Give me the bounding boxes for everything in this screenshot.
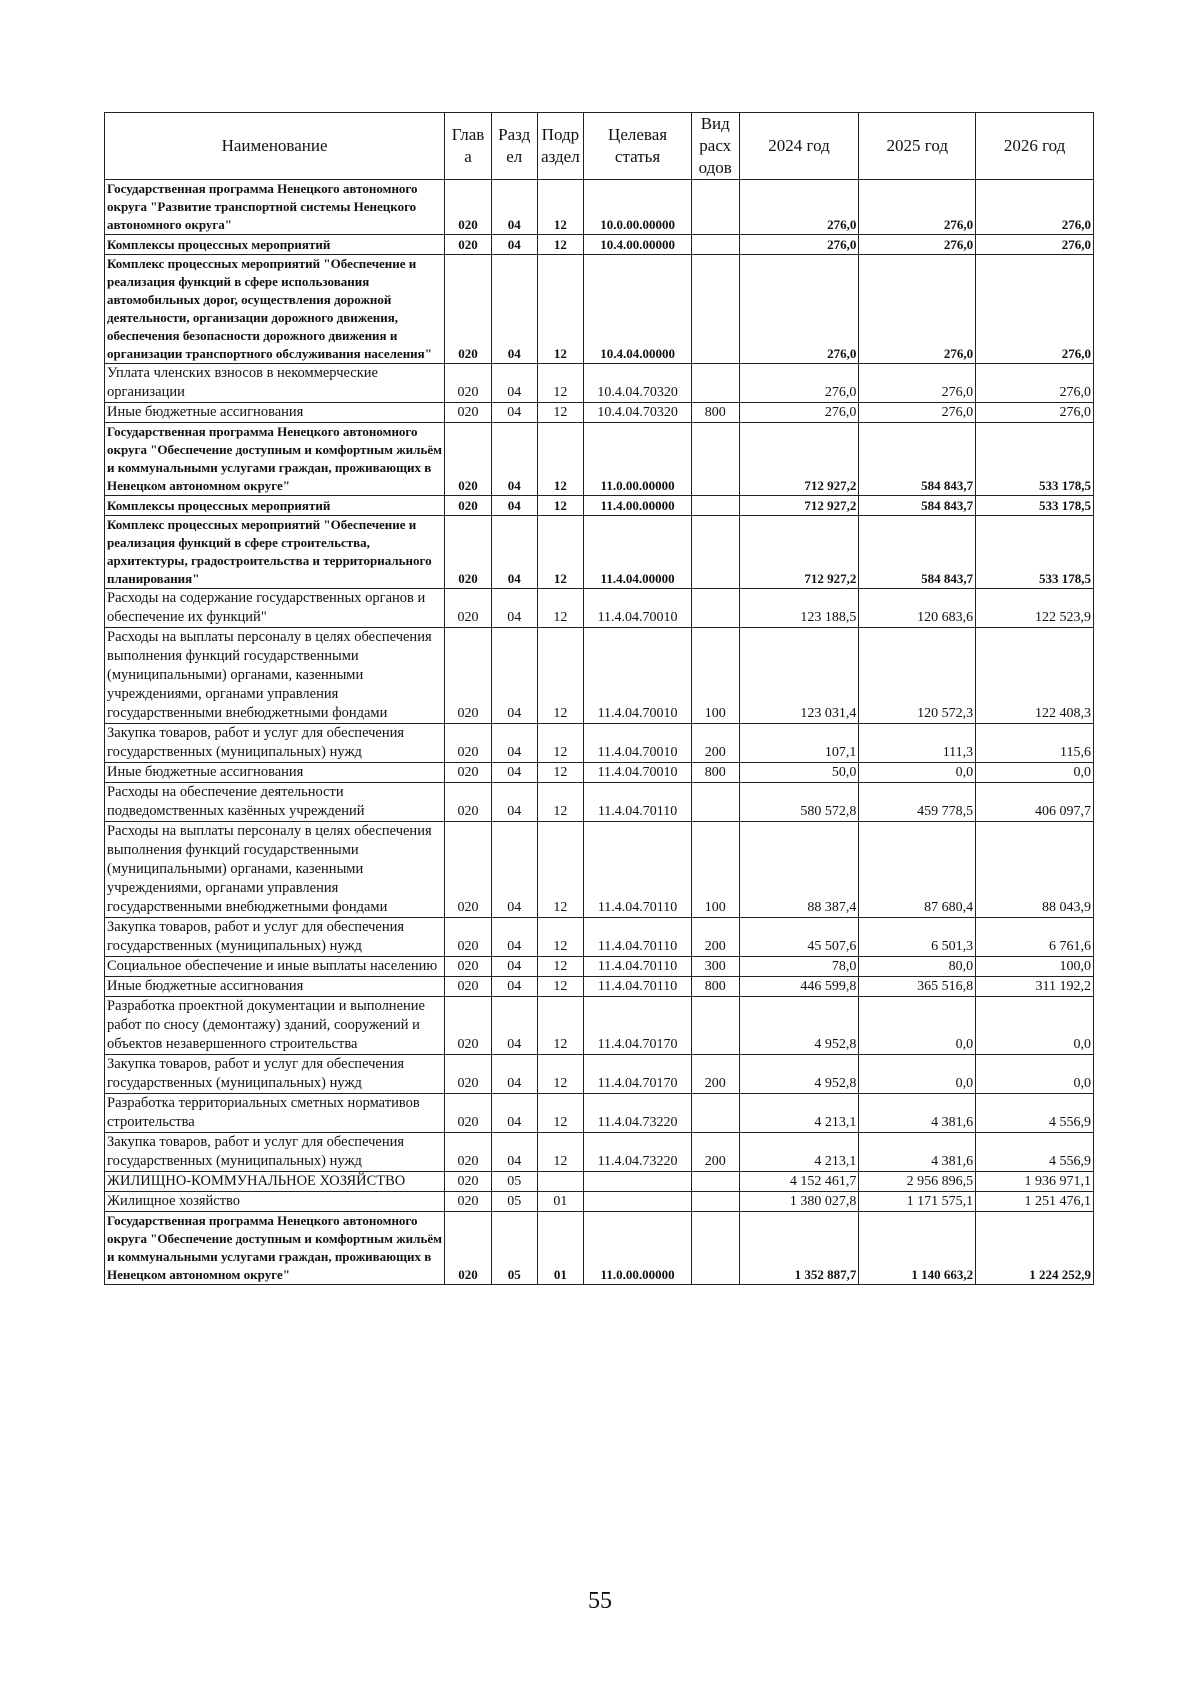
header-year-2024: 2024 год (739, 113, 859, 180)
row-podrazdel: 12 (537, 918, 584, 957)
page-number: 55 (588, 1588, 612, 1614)
header-razdel: Разд ел (491, 113, 537, 180)
row-amount-2025: 2 956 896,5 (859, 1172, 976, 1192)
row-glava: 020 (445, 628, 492, 724)
row-name: Комплекс процессных мероприятий "Обеспечение и реализация функций в сфере строительства, архитектуры, градостроительства и территориального планирования" (105, 516, 445, 589)
table-row (105, 423, 1094, 496)
row-razdel: 05 (491, 1172, 537, 1192)
row-amount-2026: 122 523,9 (976, 589, 1094, 628)
row-podrazdel: 12 (537, 1133, 584, 1172)
row-name: Расходы на выплаты персоналу в целях обеспечения выполнения функций государственными (муниципальными) органами, казенными учреждениями, органами управления государственными внебюджетными фондами (105, 822, 445, 918)
row-expense-type (691, 255, 739, 364)
row-amount-2024: 276,0 (739, 403, 859, 423)
row-amount-2025: 276,0 (859, 255, 976, 364)
table-row (105, 783, 1094, 822)
row-amount-2025: 6 501,3 (859, 918, 976, 957)
header-year-2025: 2025 год (859, 113, 976, 180)
row-podrazdel: 12 (537, 997, 584, 1055)
row-expense-type (691, 496, 739, 516)
row-target-article: 11.4.04.70110 (584, 822, 692, 918)
row-amount-2026: 0,0 (976, 1055, 1094, 1094)
row-amount-2024: 276,0 (739, 364, 859, 403)
row-razdel: 04 (491, 180, 537, 235)
row-target-article: 11.4.04.70010 (584, 589, 692, 628)
row-podrazdel: 12 (537, 403, 584, 423)
row-glava: 020 (445, 783, 492, 822)
row-glava: 020 (445, 918, 492, 957)
header-target-article: Целевая статья (584, 113, 692, 180)
row-expense-type: 800 (691, 403, 739, 423)
row-name: ЖИЛИЩНО-КОММУНАЛЬНОЕ ХОЗЯЙСТВО (105, 1172, 445, 1192)
row-amount-2024: 580 572,8 (739, 783, 859, 822)
row-glava: 020 (445, 822, 492, 918)
row-glava: 020 (445, 180, 492, 235)
row-podrazdel: 12 (537, 496, 584, 516)
row-amount-2025: 276,0 (859, 403, 976, 423)
row-glava: 020 (445, 1094, 492, 1133)
row-target-article: 10.4.00.00000 (584, 235, 692, 255)
row-amount-2026: 0,0 (976, 997, 1094, 1055)
row-amount-2026: 100,0 (976, 957, 1094, 977)
row-amount-2024: 276,0 (739, 180, 859, 235)
row-amount-2025: 80,0 (859, 957, 976, 977)
table-row (105, 403, 1094, 423)
row-podrazdel: 12 (537, 783, 584, 822)
row-expense-type: 200 (691, 1055, 739, 1094)
row-podrazdel: 12 (537, 516, 584, 589)
row-amount-2024: 1 380 027,8 (739, 1192, 859, 1212)
row-target-article: 10.0.00.00000 (584, 180, 692, 235)
header-year-2026: 2026 год (976, 113, 1094, 180)
row-target-article: 11.4.04.70170 (584, 997, 692, 1055)
row-podrazdel: 12 (537, 180, 584, 235)
row-amount-2026: 533 178,5 (976, 423, 1094, 496)
row-name: Расходы на содержание государственных органов и обеспечение их функций" (105, 589, 445, 628)
row-glava: 020 (445, 423, 492, 496)
row-target-article: 11.4.04.70170 (584, 1055, 692, 1094)
row-target-article: 11.4.04.70010 (584, 724, 692, 763)
row-razdel: 04 (491, 997, 537, 1055)
row-name: Расходы на обеспечение деятельности подведомственных казённых учреждений (105, 783, 445, 822)
row-name: Иные бюджетные ассигнования (105, 977, 445, 997)
row-amount-2026: 276,0 (976, 180, 1094, 235)
row-glava: 020 (445, 516, 492, 589)
row-podrazdel: 12 (537, 423, 584, 496)
row-amount-2026: 276,0 (976, 403, 1094, 423)
row-expense-type: 800 (691, 977, 739, 997)
row-podrazdel: 12 (537, 255, 584, 364)
row-target-article: 10.4.04.70320 (584, 403, 692, 423)
row-amount-2025: 111,3 (859, 724, 976, 763)
row-amount-2024: 712 927,2 (739, 496, 859, 516)
row-amount-2024: 4 213,1 (739, 1094, 859, 1133)
row-razdel: 04 (491, 423, 537, 496)
row-target-article: 11.4.00.00000 (584, 496, 692, 516)
table-row (105, 1192, 1094, 1212)
row-podrazdel: 12 (537, 1094, 584, 1133)
row-amount-2024: 78,0 (739, 957, 859, 977)
row-amount-2026: 276,0 (976, 235, 1094, 255)
row-target-article: 11.4.04.00000 (584, 516, 692, 589)
row-glava: 020 (445, 724, 492, 763)
row-glava: 020 (445, 977, 492, 997)
row-expense-type (691, 589, 739, 628)
row-podrazdel: 12 (537, 235, 584, 255)
budget-table (104, 112, 1094, 1285)
row-amount-2026: 406 097,7 (976, 783, 1094, 822)
row-amount-2025: 584 843,7 (859, 423, 976, 496)
row-amount-2024: 276,0 (739, 235, 859, 255)
row-glava: 020 (445, 957, 492, 977)
row-amount-2024: 446 599,8 (739, 977, 859, 997)
row-amount-2026: 533 178,5 (976, 516, 1094, 589)
row-amount-2025: 0,0 (859, 763, 976, 783)
row-amount-2025: 0,0 (859, 1055, 976, 1094)
table-row (105, 1212, 1094, 1285)
table-row (105, 1133, 1094, 1172)
row-name: Уплата членских взносов в некоммерческие организации (105, 364, 445, 403)
row-razdel: 05 (491, 1192, 537, 1212)
row-amount-2025: 276,0 (859, 235, 976, 255)
header-podrazdel: Подр аздел (537, 113, 584, 180)
table-row (105, 628, 1094, 724)
row-target-article: 11.4.04.70110 (584, 918, 692, 957)
row-expense-type (691, 180, 739, 235)
row-amount-2025: 584 843,7 (859, 496, 976, 516)
table-row (105, 496, 1094, 516)
row-target-article (584, 1192, 692, 1212)
row-podrazdel: 12 (537, 957, 584, 977)
row-amount-2024: 4 952,8 (739, 997, 859, 1055)
row-expense-type (691, 1212, 739, 1285)
row-amount-2025: 276,0 (859, 180, 976, 235)
row-podrazdel: 01 (537, 1212, 584, 1285)
row-name: Расходы на выплаты персоналу в целях обеспечения выполнения функций государственными (муниципальными) органами, казенными учреждениями, органами управления государственными внебюджетными фондами (105, 628, 445, 724)
row-expense-type: 300 (691, 957, 739, 977)
row-expense-type (691, 1192, 739, 1212)
row-expense-type (691, 423, 739, 496)
row-razdel: 04 (491, 763, 537, 783)
row-name: Закупка товаров, работ и услуг для обеспечения государственных (муниципальных) нужд (105, 724, 445, 763)
row-amount-2024: 88 387,4 (739, 822, 859, 918)
row-podrazdel: 01 (537, 1192, 584, 1212)
row-amount-2025: 120 683,6 (859, 589, 976, 628)
row-amount-2025: 1 140 663,2 (859, 1212, 976, 1285)
table-row (105, 822, 1094, 918)
row-razdel: 04 (491, 516, 537, 589)
row-razdel: 04 (491, 628, 537, 724)
row-razdel: 04 (491, 496, 537, 516)
row-amount-2026: 276,0 (976, 364, 1094, 403)
row-razdel: 04 (491, 783, 537, 822)
row-amount-2025: 87 680,4 (859, 822, 976, 918)
row-amount-2024: 4 952,8 (739, 1055, 859, 1094)
row-expense-type (691, 235, 739, 255)
row-glava: 020 (445, 1212, 492, 1285)
row-amount-2025: 365 516,8 (859, 977, 976, 997)
row-expense-type (691, 364, 739, 403)
table-row (105, 1172, 1094, 1192)
row-expense-type (691, 516, 739, 589)
row-amount-2024: 276,0 (739, 255, 859, 364)
table-row (105, 1055, 1094, 1094)
table-row (105, 235, 1094, 255)
row-expense-type (691, 997, 739, 1055)
row-amount-2026: 0,0 (976, 763, 1094, 783)
header-name: Наименование (105, 113, 445, 180)
row-podrazdel: 12 (537, 589, 584, 628)
table-header-row (105, 113, 1094, 180)
row-razdel: 04 (491, 235, 537, 255)
row-expense-type: 100 (691, 628, 739, 724)
row-razdel: 04 (491, 977, 537, 997)
table-row (105, 516, 1094, 589)
row-target-article: 11.4.04.73220 (584, 1133, 692, 1172)
row-amount-2024: 1 352 887,7 (739, 1212, 859, 1285)
row-amount-2025: 120 572,3 (859, 628, 976, 724)
row-podrazdel: 12 (537, 628, 584, 724)
row-name: Разработка территориальных сметных нормативов строительства (105, 1094, 445, 1133)
row-glava: 020 (445, 496, 492, 516)
row-amount-2025: 276,0 (859, 364, 976, 403)
row-razdel: 04 (491, 1055, 537, 1094)
row-amount-2025: 459 778,5 (859, 783, 976, 822)
row-razdel: 04 (491, 1133, 537, 1172)
row-target-article: 11.4.04.70110 (584, 977, 692, 997)
row-glava: 020 (445, 255, 492, 364)
row-amount-2024: 123 031,4 (739, 628, 859, 724)
row-glava: 020 (445, 1172, 492, 1192)
row-name: Закупка товаров, работ и услуг для обеспечения государственных (муниципальных) нужд (105, 918, 445, 957)
table-row (105, 255, 1094, 364)
row-name: Жилищное хозяйство (105, 1192, 445, 1212)
row-name: Закупка товаров, работ и услуг для обеспечения государственных (муниципальных) нужд (105, 1133, 445, 1172)
row-target-article: 10.4.04.00000 (584, 255, 692, 364)
table-row (105, 997, 1094, 1055)
row-amount-2026: 1 224 252,9 (976, 1212, 1094, 1285)
row-name: Иные бюджетные ассигнования (105, 403, 445, 423)
row-glava: 020 (445, 1192, 492, 1212)
row-amount-2024: 123 188,5 (739, 589, 859, 628)
row-target-article (584, 1172, 692, 1192)
row-name: Комплексы процессных мероприятий (105, 496, 445, 516)
row-amount-2024: 4 152 461,7 (739, 1172, 859, 1192)
row-name: Государственная программа Ненецкого автономного округа "Развитие транспортной системы Ненецкого автономного округа" (105, 180, 445, 235)
row-glava: 020 (445, 1133, 492, 1172)
row-glava: 020 (445, 364, 492, 403)
header-glava: Глав а (445, 113, 492, 180)
row-amount-2026: 115,6 (976, 724, 1094, 763)
row-podrazdel: 12 (537, 1055, 584, 1094)
row-razdel: 04 (491, 918, 537, 957)
row-podrazdel: 12 (537, 822, 584, 918)
row-target-article: 11.4.04.70110 (584, 957, 692, 977)
table-row (105, 918, 1094, 957)
row-amount-2025: 4 381,6 (859, 1133, 976, 1172)
row-name: Комплексы процессных мероприятий (105, 235, 445, 255)
row-target-article: 11.4.04.70110 (584, 783, 692, 822)
row-podrazdel: 12 (537, 364, 584, 403)
row-glava: 020 (445, 763, 492, 783)
row-amount-2026: 533 178,5 (976, 496, 1094, 516)
row-name: Разработка проектной документации и выполнение работ по сносу (демонтажу) зданий, сооружений и объектов незавершенного строительства (105, 997, 445, 1055)
table-body (105, 180, 1094, 1285)
row-amount-2026: 311 192,2 (976, 977, 1094, 997)
row-name: Иные бюджетные ассигнования (105, 763, 445, 783)
row-expense-type: 800 (691, 763, 739, 783)
header-expense-type: Вид расх одов (691, 113, 739, 180)
row-expense-type: 200 (691, 918, 739, 957)
row-amount-2026: 276,0 (976, 255, 1094, 364)
row-name: Закупка товаров, работ и услуг для обеспечения государственных (муниципальных) нужд (105, 1055, 445, 1094)
row-expense-type: 200 (691, 724, 739, 763)
table-row (105, 977, 1094, 997)
row-target-article: 11.0.00.00000 (584, 1212, 692, 1285)
row-expense-type: 100 (691, 822, 739, 918)
row-razdel: 04 (491, 403, 537, 423)
table-row (105, 589, 1094, 628)
row-glava: 020 (445, 997, 492, 1055)
row-amount-2024: 712 927,2 (739, 423, 859, 496)
row-amount-2026: 122 408,3 (976, 628, 1094, 724)
row-glava: 020 (445, 1055, 492, 1094)
row-razdel: 04 (491, 255, 537, 364)
row-expense-type (691, 783, 739, 822)
row-amount-2024: 107,1 (739, 724, 859, 763)
row-target-article: 11.4.04.70010 (584, 628, 692, 724)
row-amount-2026: 1 936 971,1 (976, 1172, 1094, 1192)
table-row (105, 364, 1094, 403)
row-target-article: 11.4.04.73220 (584, 1094, 692, 1133)
row-razdel: 05 (491, 1212, 537, 1285)
table-row (105, 724, 1094, 763)
row-expense-type: 200 (691, 1133, 739, 1172)
row-podrazdel: 12 (537, 977, 584, 997)
row-expense-type (691, 1172, 739, 1192)
row-razdel: 04 (491, 724, 537, 763)
row-amount-2024: 4 213,1 (739, 1133, 859, 1172)
row-amount-2026: 88 043,9 (976, 822, 1094, 918)
row-amount-2024: 50,0 (739, 763, 859, 783)
row-amount-2026: 4 556,9 (976, 1133, 1094, 1172)
row-amount-2025: 0,0 (859, 997, 976, 1055)
row-glava: 020 (445, 403, 492, 423)
row-podrazdel: 12 (537, 724, 584, 763)
row-razdel: 04 (491, 1094, 537, 1133)
row-target-article: 10.4.04.70320 (584, 364, 692, 403)
row-amount-2025: 1 171 575,1 (859, 1192, 976, 1212)
row-glava: 020 (445, 235, 492, 255)
row-podrazdel (537, 1172, 584, 1192)
row-amount-2025: 584 843,7 (859, 516, 976, 589)
row-target-article: 11.0.00.00000 (584, 423, 692, 496)
row-razdel: 04 (491, 589, 537, 628)
table-row (105, 180, 1094, 235)
row-amount-2026: 4 556,9 (976, 1094, 1094, 1133)
row-amount-2026: 1 251 476,1 (976, 1192, 1094, 1212)
table-row (105, 1094, 1094, 1133)
row-amount-2024: 712 927,2 (739, 516, 859, 589)
row-amount-2024: 45 507,6 (739, 918, 859, 957)
row-target-article: 11.4.04.70010 (584, 763, 692, 783)
row-name: Государственная программа Ненецкого автономного округа "Обеспечение доступным и комфортным жильём и коммунальными услугами граждан, проживающих в Ненецком автономном округе" (105, 423, 445, 496)
row-amount-2026: 6 761,6 (976, 918, 1094, 957)
row-name: Социальное обеспечение и иные выплаты населению (105, 957, 445, 977)
row-glava: 020 (445, 589, 492, 628)
row-razdel: 04 (491, 957, 537, 977)
row-razdel: 04 (491, 364, 537, 403)
row-name: Государственная программа Ненецкого автономного округа "Обеспечение доступным и комфортным жильём и коммунальными услугами граждан, проживающих в Ненецком автономном округе" (105, 1212, 445, 1285)
row-expense-type (691, 1094, 739, 1133)
row-amount-2025: 4 381,6 (859, 1094, 976, 1133)
row-name: Комплекс процессных мероприятий "Обеспечение и реализация функций в сфере использования автомобильных дорог, осуществления дорожной деятельности, организации дорожного движения, обеспечения безопасности дорожного движения и организации транспортного обслуживания населения" (105, 255, 445, 364)
row-podrazdel: 12 (537, 763, 584, 783)
row-razdel: 04 (491, 822, 537, 918)
table-row (105, 763, 1094, 783)
table-row (105, 957, 1094, 977)
